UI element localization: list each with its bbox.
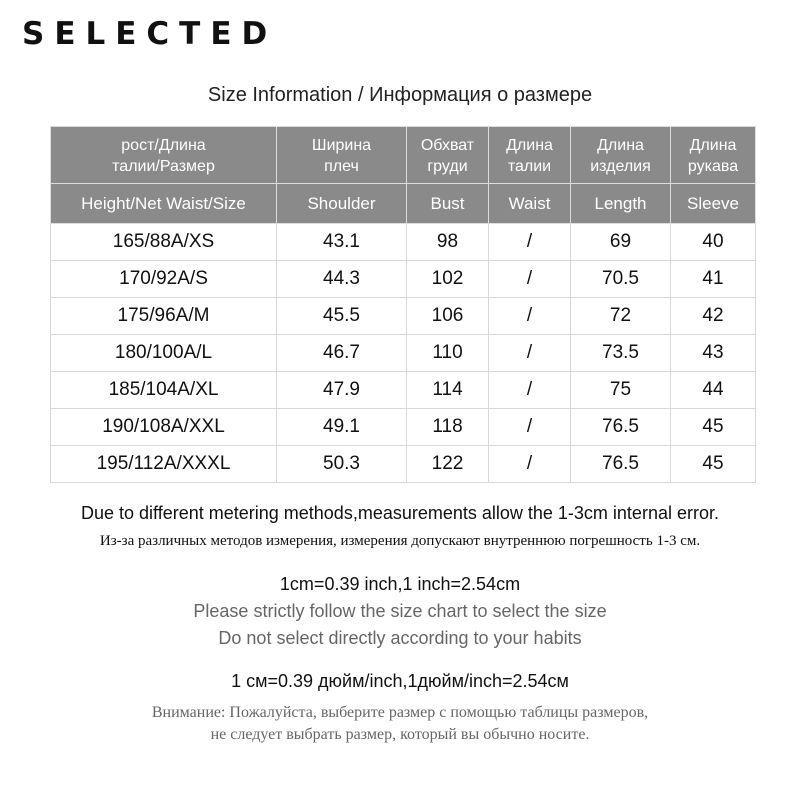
header-en-cell: Shoulder xyxy=(277,184,407,224)
warning-line-2: не следует выбрать размер, который вы обычно носите. xyxy=(210,726,590,743)
strict-note-1: Please strictly follow the size chart to select the size xyxy=(193,601,607,621)
table-cell: 44 xyxy=(671,372,756,409)
table-cell: 73.5 xyxy=(571,335,671,372)
table-cell: 195/112A/XXXL xyxy=(51,446,277,483)
table-cell: 185/104A/XL xyxy=(51,372,277,409)
header-ru-line: талии xyxy=(507,158,552,175)
table-cell: 43 xyxy=(671,335,756,372)
header-en-cell: Sleeve xyxy=(671,184,756,224)
table-cell: 72 xyxy=(571,298,671,335)
table-row xyxy=(51,298,756,335)
table-row xyxy=(51,372,756,409)
header-ru-line: Обхват xyxy=(420,137,475,154)
table-cell: / xyxy=(489,298,571,335)
header-ru-line: груди xyxy=(427,158,468,175)
table-body xyxy=(51,224,756,483)
table-cell: 43.1 xyxy=(277,224,407,261)
error-note-en: Due to different metering methods,measurements allow the 1-3cm internal error. xyxy=(81,503,719,523)
table-cell: 49.1 xyxy=(277,409,407,446)
table-row xyxy=(51,224,756,261)
header-ru-line: рукава xyxy=(687,158,739,175)
table-cell: 45 xyxy=(671,409,756,446)
header-ru-cell xyxy=(489,127,571,184)
table-cell: 45 xyxy=(671,446,756,483)
table-cell: 102 xyxy=(407,261,489,298)
conversion-en: 1cm=0.39 inch,1 inch=2.54cm xyxy=(279,574,521,594)
table-cell: / xyxy=(489,372,571,409)
header-en-cell: Height/Net Waist/Size xyxy=(51,184,277,224)
header-ru-line: рост/Длина xyxy=(121,137,206,154)
table-cell: / xyxy=(489,409,571,446)
header-ru-line: Длина xyxy=(597,137,644,154)
header-ru-cell xyxy=(51,127,277,184)
table-row xyxy=(51,261,756,298)
header-en-cell: Waist xyxy=(489,184,571,224)
table-cell: 76.5 xyxy=(571,409,671,446)
table-cell: / xyxy=(489,261,571,298)
table-cell: 110 xyxy=(407,335,489,372)
table-cell: 114 xyxy=(407,372,489,409)
table-cell: 45.5 xyxy=(277,298,407,335)
table-row xyxy=(51,446,756,483)
size-table xyxy=(50,126,756,483)
strict-note-2: Do not select directly according to your habits xyxy=(218,628,582,648)
conversion-ru: 1 см=0.39 дюйм/inch,1дюйм/inch=2.54см xyxy=(231,671,569,691)
header-ru-cell xyxy=(407,127,489,184)
table-cell: 106 xyxy=(407,298,489,335)
header-ru-line: Длина xyxy=(506,137,553,154)
table-cell: 40 xyxy=(671,224,756,261)
table-cell: / xyxy=(489,224,571,261)
table-cell: 175/96A/M xyxy=(51,298,277,335)
table-cell: 44.3 xyxy=(277,261,407,298)
table-cell: 75 xyxy=(571,372,671,409)
warning-line-1: Внимание: Пожалуйста, выберите размер с помощью таблицы размеров, xyxy=(151,704,649,721)
table-cell: 46.7 xyxy=(277,335,407,372)
table-cell: 180/100A/L xyxy=(51,335,277,372)
header-ru-line: изделия xyxy=(590,158,651,175)
table-cell: 98 xyxy=(407,224,489,261)
header-en-cell: Bust xyxy=(407,184,489,224)
table-cell: 165/88A/XS xyxy=(51,224,277,261)
header-ru-line: Ширина xyxy=(311,137,372,154)
table-cell: 170/92A/S xyxy=(51,261,277,298)
header-row-ru xyxy=(51,127,756,184)
header-en-cell: Length xyxy=(571,184,671,224)
table-row xyxy=(51,409,756,446)
brand-logo: SELECTED xyxy=(22,16,278,52)
table-cell: / xyxy=(489,335,571,372)
table-cell: 70.5 xyxy=(571,261,671,298)
header-ru-cell xyxy=(671,127,756,184)
header-ru-line: плеч xyxy=(324,158,359,175)
table-cell: 41 xyxy=(671,261,756,298)
section-title: Size Information / Информация о размере xyxy=(207,84,593,106)
error-note-ru: Из-за различных методов измерения, измерения допускают внутреннюю погрешность 1-3 см. xyxy=(99,533,701,549)
table-cell: 50.3 xyxy=(277,446,407,483)
table-row xyxy=(51,335,756,372)
header-ru-cell xyxy=(277,127,407,184)
table-cell: 47.9 xyxy=(277,372,407,409)
table-cell: 76.5 xyxy=(571,446,671,483)
table-cell: / xyxy=(489,446,571,483)
header-row-en xyxy=(51,184,756,224)
header-ru-line: талии/Размер xyxy=(112,158,215,175)
header-ru-line: Длина xyxy=(689,137,737,154)
table-cell: 69 xyxy=(571,224,671,261)
header-ru-cell xyxy=(571,127,671,184)
table-cell: 42 xyxy=(671,298,756,335)
table-cell: 122 xyxy=(407,446,489,483)
table-cell: 118 xyxy=(407,409,489,446)
table-cell: 190/108A/XXL xyxy=(51,409,277,446)
